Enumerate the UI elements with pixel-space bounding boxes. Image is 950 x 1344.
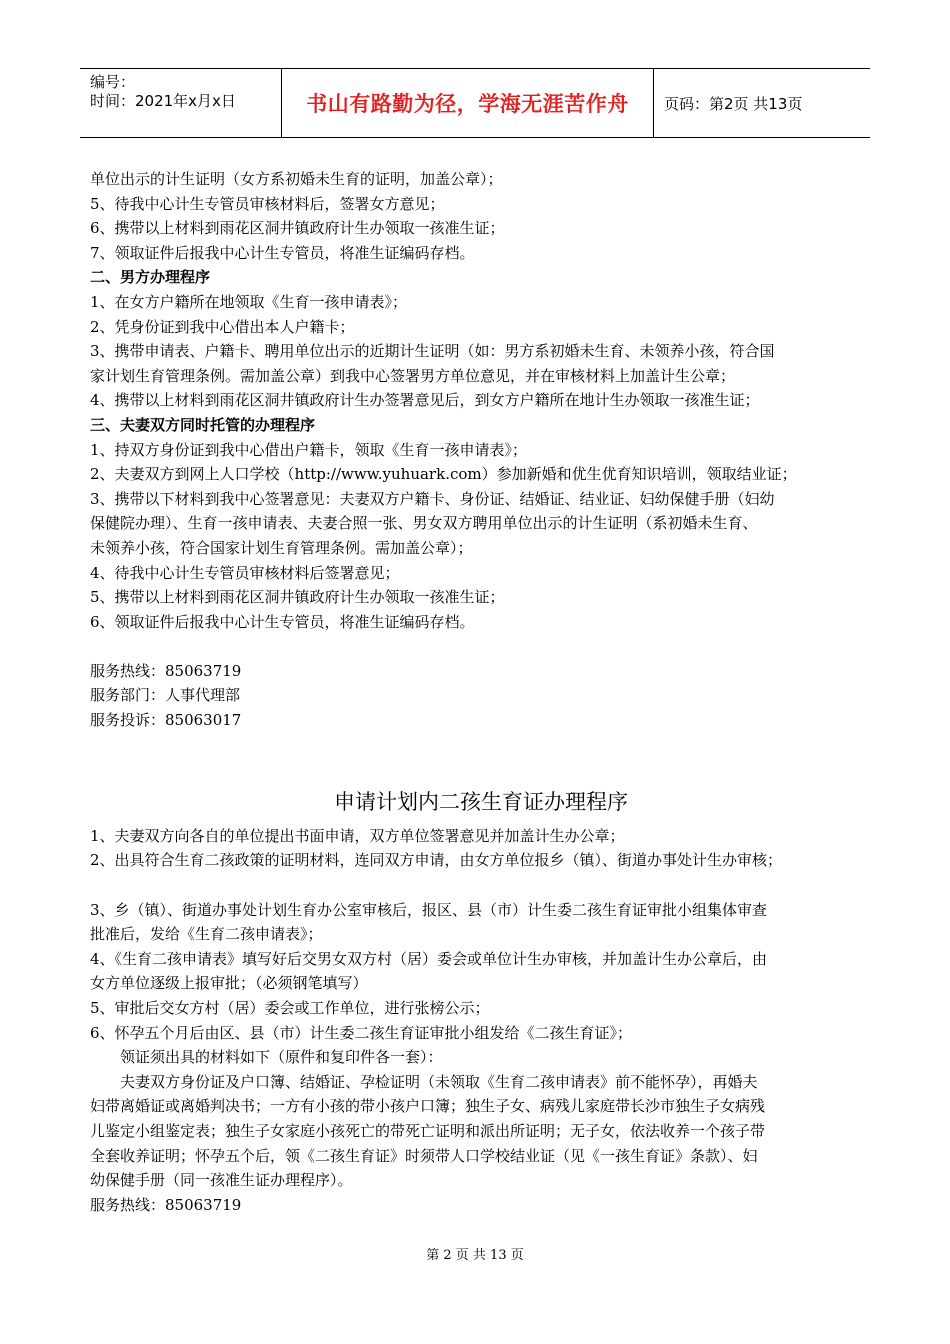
header-meta [80, 69, 282, 137]
second-document-title: 申请计划内二孩生育证办理程序 [334, 789, 628, 814]
body-line: 5、携带以上材料到雨花区洞井镇政府计生办领取一孩准生证； [90, 588, 505, 607]
spacer [90, 873, 872, 898]
body-line: 7、领取证件后报我中心计生专管员，将准生证编码存档。 [90, 243, 475, 262]
body-line: 未领养小孩，符合国家计划生育管理条例。需加盖公章）； [90, 538, 473, 557]
spacer [90, 733, 872, 758]
body-line: 2、夫妻双方到网上人口学校（http://www.yuhuark.com）参加新婚和优生优育知识培训，领取结业证； [90, 465, 797, 484]
body-line: 3、携带申请表、户籍卡、聘用单位出示的近期计生证明（如：男方系初婚未生育、未领养小孩，符合国 [90, 342, 775, 361]
page-header [80, 68, 870, 138]
body-line: 2、凭身份证到我中心借出本人户籍卡； [90, 317, 355, 336]
body-line: 儿鉴定小组鉴定表；独生子女家庭小孩死亡的带死亡证明和派出所证明；无子女，依法收养一个孩子带 [90, 1121, 766, 1140]
body-line: 1、在女方户籍所在地领取《生育一孩申请表》； [90, 292, 408, 311]
body-line: 单位出示的计生证明（女方系初婚未生育的证明，加盖公章）； [90, 170, 503, 188]
body-line: 4、《生育二孩申请表》填写好后交男女双方村（居）委会或单位计生办审核，并加盖计生办公章后，由 [90, 949, 768, 968]
body-line: 5、待我中心计生专管员审核材料后，签署女方意见； [90, 194, 445, 213]
service-hotline: 服务热线：85063719 [90, 661, 242, 680]
body-line: 批准后，发给《生育二孩申请表》； [90, 925, 323, 944]
service-hotline-2: 服务热线：85063719 [90, 1195, 242, 1214]
section-heading-couple: 三、夫妻双方同时托管的办理程序 [90, 415, 316, 434]
spacer [90, 757, 872, 782]
header-motto: 书山有路勤为径，学海无涯苦作舟 [306, 92, 629, 116]
body-line: 6、怀孕五个月后由区、县（市）计生委二孩生育证审批小组发给《二孩生育证》； [90, 1023, 633, 1042]
body-line: 保健院办理）、生育一孩申请表、夫妻合照一张、男女双方聘用单位出示的计生证明（系初婚未生育、 [90, 514, 758, 533]
body-line: 6、携带以上材料到雨花区洞井镇政府计生办领取一孩准生证； [90, 219, 505, 238]
body-line: 女方单位逐级上报审批；（必须钢笔填写） [90, 974, 368, 993]
service-department: 服务部门：人事代理部 [90, 686, 241, 705]
body-line: 3、乡（镇）、街道办事处计划生育办公室审核后，报区、县（市）计生委二孩生育证审批小组集体审查 [90, 900, 768, 919]
body-line: 4、待我中心计生专管员审核材料后签署意见； [90, 563, 400, 582]
spacer [90, 634, 872, 659]
body-line: 3、携带以下材料到我中心签署意见：夫妻双方户籍卡、身份证、结婚证、结业证、妇幼保健手册（妇幼 [90, 489, 775, 508]
body-line: 夫妻双方身份证及户口簿、结婚证、孕检证明（未领取《生育二孩申请表》前不能怀孕），再婚夫 [120, 1072, 758, 1091]
body-line: 幼保健手册（同一孩准生证办理程序）。 [90, 1171, 353, 1190]
header-page-info: 页码：第2页 共13页 [664, 94, 803, 113]
body-line: 2、出具符合生育二孩政策的证明材料，连同双方申请，由女方单位报乡（镇）、街道办事处计生办审核； [90, 851, 783, 870]
document-body [90, 167, 872, 1217]
body-line: 全套收养证明；怀孕五个后，领《二孩生育证》时须带人口学校结业证（见《一孩生育证》条款）、妇 [90, 1146, 758, 1165]
body-line: 妇带离婚证或离婚判决书；一方有小孩的带小孩户口簿；独生子女、病残儿家庭带长沙市独生子女病残 [90, 1097, 766, 1116]
materials-heading: 领证须出具的材料如下（原件和复印件各一套）： [120, 1048, 443, 1067]
service-complaint: 服务投诉：85063017 [90, 711, 242, 730]
document-date: 时间：2021年x月x日 [90, 92, 236, 110]
section-heading-male: 二、男方办理程序 [90, 268, 211, 287]
body-line: 家计划生育管理条例。需加盖公章）到我中心签署男方单位意见，并在审核材料上加盖计生公章； [90, 366, 736, 385]
body-line: 4、携带以上材料到雨花区洞井镇政府计生办签署意见后，到女方户籍所在地计生办领取一孩准生证； [90, 391, 760, 410]
document-number-label: 编号： [90, 73, 136, 91]
header-motto-cell [282, 69, 654, 137]
body-line: 5、审批后交女方村（居）委会或工作单位，进行张榜公示； [90, 999, 490, 1017]
body-line: 1、持双方身份证到我中心借出户籍卡，领取《生育一孩申请表》； [90, 440, 528, 459]
page-footer: 第 2 页 共 13 页 [426, 1248, 524, 1263]
body-line: 1、夫妻双方向各自的单位提出书面申请，双方单位签署意见并加盖计生办公章； [90, 826, 625, 845]
body-line: 6、领取证件后报我中心计生专管员，将准生证编码存档。 [90, 612, 475, 631]
